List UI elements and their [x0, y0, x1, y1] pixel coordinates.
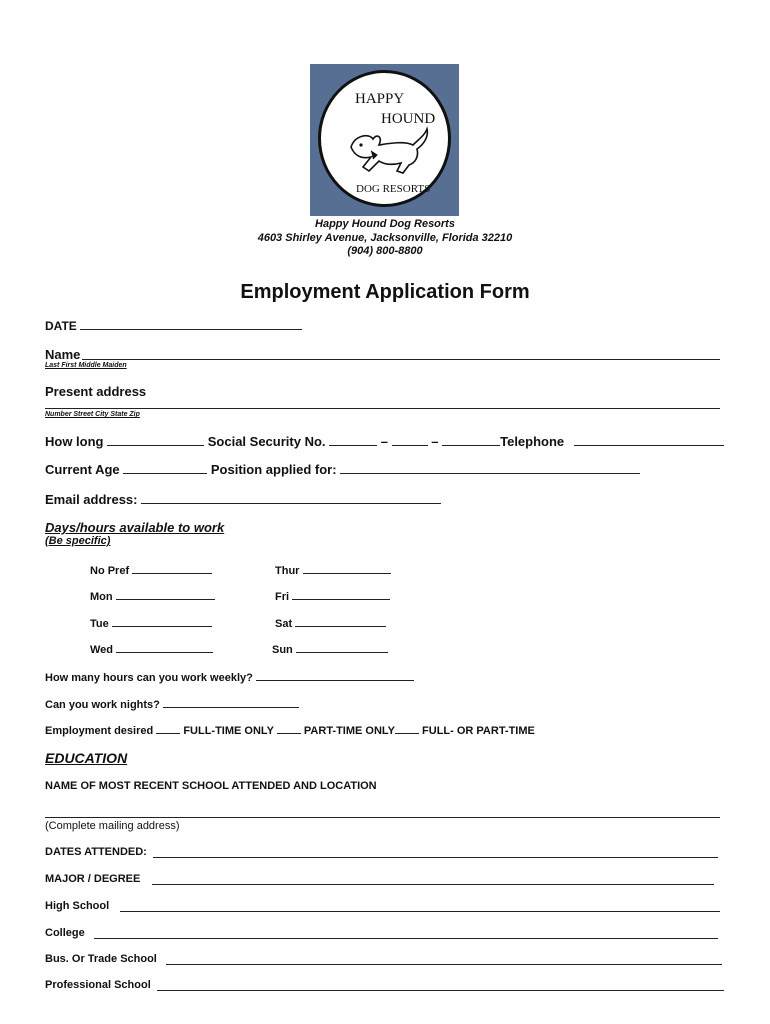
- full-or-part-label: FULL- OR PART-TIME: [422, 725, 535, 737]
- email-field[interactable]: [141, 492, 441, 504]
- dates-attended-field[interactable]: [153, 857, 718, 858]
- high-school-field[interactable]: [120, 911, 720, 912]
- ssn-field-2[interactable]: [392, 434, 428, 446]
- day-mon: [90, 588, 215, 603]
- day-sun-label: Sun: [272, 644, 293, 656]
- full-time-checkbox[interactable]: [156, 722, 180, 734]
- part-time-checkbox[interactable]: [277, 722, 301, 734]
- company-name: Happy Hound Dog Resorts: [315, 218, 455, 230]
- day-wed-label: Wed: [90, 644, 114, 656]
- dog-icon: [343, 125, 433, 180]
- dates-attended-label: DATES ATTENDED:: [45, 846, 147, 858]
- nights-label: Can you work nights?: [45, 699, 160, 711]
- address-hint: Number Street City State Zip: [45, 411, 140, 418]
- name-field[interactable]: [82, 359, 720, 360]
- company-phone: (904) 800-8800: [347, 245, 423, 257]
- availability-subheading: (Be specific): [45, 535, 111, 547]
- high-school-label: High School: [45, 900, 110, 912]
- mailing-hint: (Complete mailing address): [45, 820, 180, 832]
- how-long-field[interactable]: [107, 434, 204, 446]
- employment-desired-row: [45, 722, 535, 737]
- nights-row: [45, 696, 299, 711]
- day-wed-field[interactable]: [116, 641, 213, 653]
- hours-weekly-row: [45, 669, 414, 684]
- day-mon-label: Mon: [90, 591, 113, 603]
- position-label: Position applied for:: [210, 462, 337, 477]
- name-label: Name: [45, 347, 81, 362]
- ssn-dash-2: –: [431, 434, 439, 449]
- date-field[interactable]: [80, 318, 302, 330]
- day-mon-field[interactable]: [116, 588, 215, 600]
- part-time-label: PART-TIME ONLY: [303, 725, 395, 737]
- logo-text-dog-resorts: DOG RESORTS: [356, 183, 431, 195]
- ssn-field-3[interactable]: [442, 434, 500, 446]
- education-heading: EDUCATION: [45, 750, 128, 766]
- school-name-field[interactable]: [45, 817, 720, 818]
- age-position-row: [45, 462, 640, 477]
- ssn-dash-1: –: [380, 434, 388, 449]
- college-field[interactable]: [94, 938, 718, 939]
- day-wed: [90, 641, 213, 656]
- professional-school-label: Professional School: [45, 979, 151, 991]
- day-sat-label: Sat: [275, 618, 293, 630]
- day-fri-field[interactable]: [292, 588, 390, 600]
- school-name-label: NAME OF MOST RECENT SCHOOL ATTENDED AND LOCATION: [45, 780, 377, 792]
- email-row: [45, 492, 441, 507]
- day-fri: [275, 588, 390, 603]
- day-thur-field[interactable]: [303, 562, 391, 574]
- professional-school-field[interactable]: [157, 990, 724, 991]
- date-row: [45, 318, 302, 333]
- day-sat-field[interactable]: [295, 615, 386, 627]
- telephone-label: Telephone: [500, 434, 565, 449]
- day-no-pref: [90, 562, 212, 577]
- availability-heading: Days/hours available to work: [45, 520, 225, 535]
- day-fri-label: Fri: [275, 591, 290, 603]
- day-tue-field[interactable]: [112, 615, 212, 627]
- major-field[interactable]: [152, 884, 714, 885]
- trade-school-field[interactable]: [166, 964, 722, 965]
- college-label: College: [45, 927, 85, 939]
- current-age-field[interactable]: [123, 462, 207, 474]
- date-label: DATE: [45, 319, 77, 333]
- ssn-label: Social Security No.: [207, 434, 326, 449]
- day-sun-field[interactable]: [296, 641, 388, 653]
- nights-field[interactable]: [163, 696, 299, 708]
- page-title: Employment Application Form: [240, 281, 530, 303]
- full-time-label: FULL-TIME ONLY: [183, 725, 274, 737]
- position-field[interactable]: [340, 462, 640, 474]
- present-address-field[interactable]: [45, 408, 720, 409]
- day-sat: [275, 615, 386, 630]
- trade-school-label: Bus. Or Trade School: [45, 953, 157, 965]
- company-address: 4603 Shirley Avenue, Jacksonville, Florida 32210: [257, 232, 513, 244]
- hours-weekly-label: How many hours can you work weekly?: [45, 672, 253, 684]
- current-age-label: Current Age: [45, 462, 120, 477]
- day-sun: [272, 641, 388, 656]
- employment-desired-label: Employment desired: [45, 725, 154, 737]
- present-address-label: Present address: [45, 384, 147, 399]
- how-long-row: [45, 434, 724, 449]
- logo-text-hound: HOUND: [381, 111, 436, 127]
- day-tue-label: Tue: [90, 618, 109, 630]
- day-tue: [90, 615, 212, 630]
- email-label: Email address:: [45, 492, 138, 507]
- day-no-pref-label: No Pref: [90, 565, 130, 577]
- day-thur: [275, 562, 391, 577]
- company-logo: [310, 64, 459, 216]
- logo-circle: [318, 70, 451, 207]
- day-thur-label: Thur: [275, 565, 300, 577]
- logo-text-happy: HAPPY: [355, 91, 405, 107]
- major-label: MAJOR / DEGREE: [45, 873, 141, 885]
- hours-weekly-field[interactable]: [256, 669, 414, 681]
- ssn-field-1[interactable]: [329, 434, 377, 446]
- full-or-part-checkbox[interactable]: [395, 722, 419, 734]
- telephone-field[interactable]: [574, 434, 724, 446]
- day-no-pref-field[interactable]: [132, 562, 212, 574]
- name-hint: Last First Middle Maiden: [45, 362, 127, 369]
- how-long-label: How long: [45, 434, 104, 449]
